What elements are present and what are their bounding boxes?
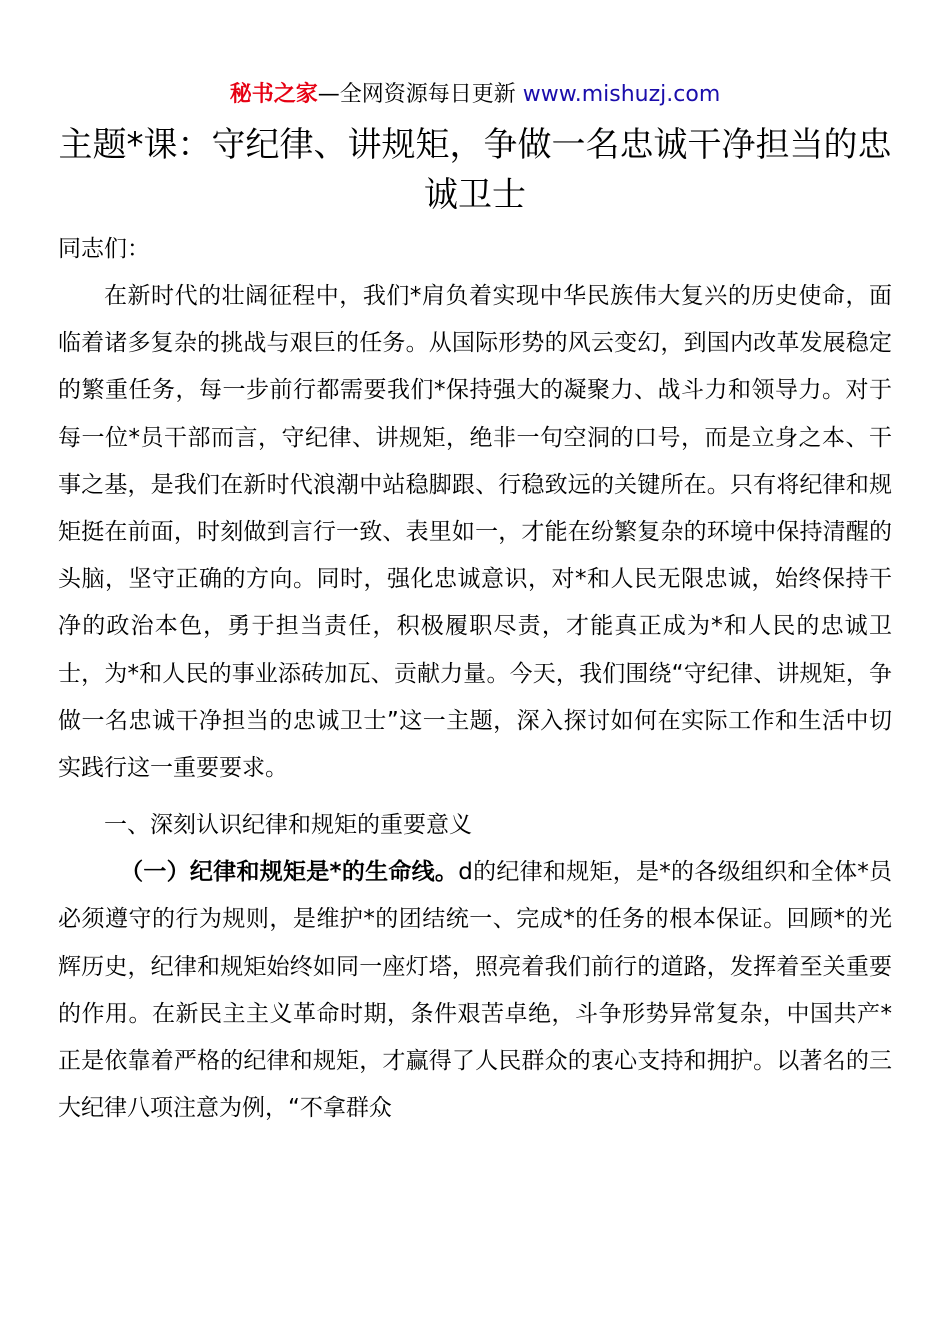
subsection-heading: （一）纪律和规矩是*的生命线。 bbox=[120, 859, 459, 886]
site-brand: 秘书之家 bbox=[229, 82, 318, 107]
site-url-link[interactable]: www.mishuzj.com bbox=[522, 82, 721, 107]
document-page bbox=[58, 78, 892, 1132]
subsection-body: d的纪律和规矩，是*的各级组织和全体*员必须遵守的行为规则，是维护*的团结统一、完成*的任务的根本保证。回顾*的光辉历史，纪律和规矩始终如同一座灯塔，照亮着我们前行的道路，发挥着至关重要的作用。在新民主主义革命时期，条件艰苦卓绝，斗争形势异常复杂，中国共产*正是依靠着严格的纪律和规矩，才赢得了人民群众的衷心支持和拥护。以著名的三大纪律八项注意为例，“不拿群众 bbox=[58, 859, 892, 1122]
document-title: 主题*课：守纪律、讲规矩，争做一名忠诚干净担当的忠诚卫士 bbox=[58, 125, 892, 215]
greeting: 同志们： bbox=[58, 236, 150, 262]
subsection-paragraph bbox=[58, 849, 892, 1132]
site-tagline: —全网资源每日更新 bbox=[317, 82, 523, 107]
site-banner bbox=[58, 78, 892, 112]
section-heading: 一、深刻认识纪律和规矩的重要意义 bbox=[104, 812, 472, 839]
intro-paragraph: 在新时代的壮阔征程中，我们*肩负着实现中华民族伟大复兴的历史使命，面临着诸多复杂的挑战与艰巨的任务。从国际形势的风云变幻，到国内改革发展稳定的繁重任务，每一步前行都需要我们*保持强大的凝聚力、战斗力和领导力。对于每一位*员干部而言，守纪律、讲规矩，绝非一句空洞的口号，而是立身之本、干事之基，是我们在新时代浪潮中站稳脚跟、行稳致远的关键所在。只有将纪律和规矩挺在前面，时刻做到言行一致、表里如一，才能在纷繁复杂的环境中保持清醒的头脑，坚守正确的方向。同时，强化忠诚意识，对*和人民无限忠诚，始终保持干净的政治本色，勇于担当责任，积极履职尽责，才能真正成为*和人民的忠诚卫士，为*和人民的事业添砖加瓦、贡献力量。今天，我们围绕“守纪律、讲规矩，争做一名忠诚干净担当的忠诚卫士”这一主题，深入探讨如何在实际工作和生活中切实践行这一重要要求。 bbox=[58, 283, 892, 782]
